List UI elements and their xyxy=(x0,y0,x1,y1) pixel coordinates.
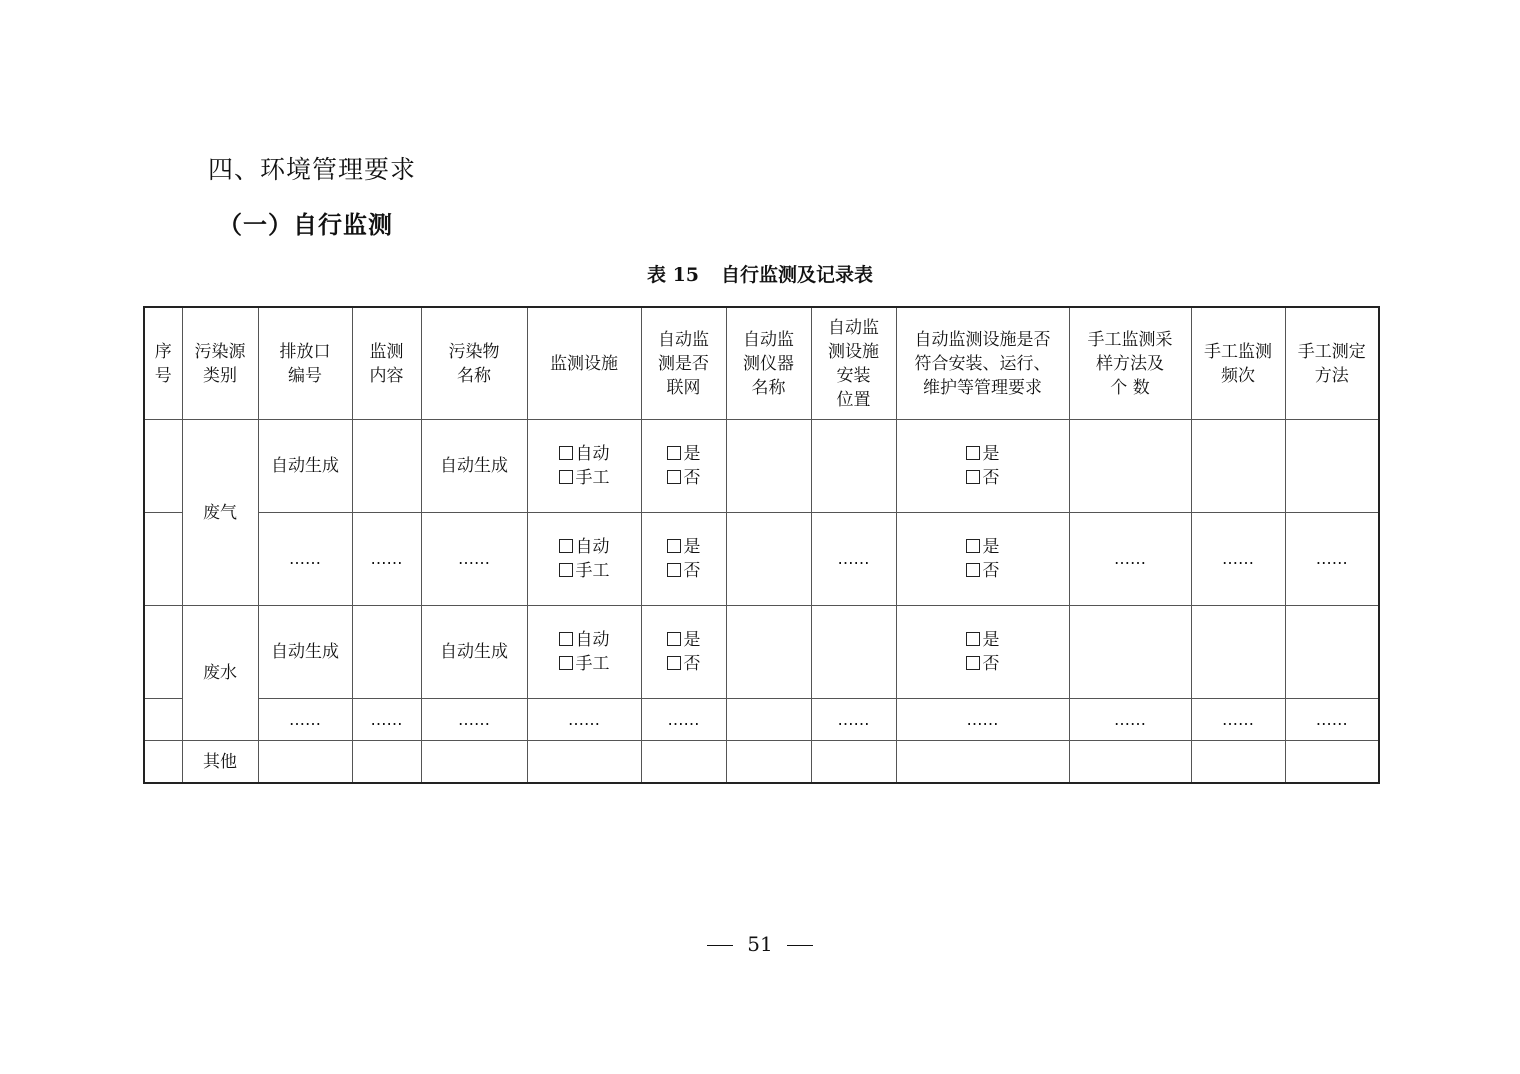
yes-option[interactable]: 是 xyxy=(897,535,1069,559)
empty-cell[interactable] xyxy=(1285,741,1379,784)
empty-cell[interactable] xyxy=(811,741,896,784)
checkbox-icon[interactable] xyxy=(667,656,681,670)
ellipsis-cell: …… xyxy=(352,513,421,606)
manual-frequency-cell[interactable] xyxy=(1191,420,1285,513)
ellipsis-cell: …… xyxy=(1069,699,1191,741)
empty-cell[interactable] xyxy=(1069,741,1191,784)
compliance-options xyxy=(896,420,1069,513)
sampling-method-cell[interactable] xyxy=(1069,606,1191,699)
no-option[interactable]: 否 xyxy=(897,652,1069,676)
monitor-content-cell[interactable] xyxy=(352,606,421,699)
instrument-name-cell[interactable] xyxy=(726,606,811,699)
table-row xyxy=(144,606,1379,699)
header-cell: 自动监测设施是否 符合安装、运行、 维护等管理要求 xyxy=(896,307,1069,420)
pollutant-name-cell: 自动生成 xyxy=(421,420,527,513)
checkbox-icon[interactable] xyxy=(966,470,980,484)
checkbox-icon[interactable] xyxy=(966,446,980,460)
manual-option[interactable]: 手工 xyxy=(528,559,641,583)
footer-dash-right xyxy=(787,945,813,946)
no-option[interactable]: 否 xyxy=(642,559,726,583)
checkbox-icon[interactable] xyxy=(559,446,573,460)
no-option[interactable]: 否 xyxy=(642,466,726,490)
ellipsis-cell: …… xyxy=(1191,699,1285,741)
yes-option[interactable]: 是 xyxy=(642,535,726,559)
empty-cell[interactable] xyxy=(1191,741,1285,784)
ellipsis-cell: …… xyxy=(1285,513,1379,606)
monitor-content-cell[interactable] xyxy=(352,420,421,513)
facility-options xyxy=(527,606,641,699)
sampling-method-cell[interactable] xyxy=(1069,420,1191,513)
header-cell: 监测 内容 xyxy=(352,307,421,420)
instrument-name-cell[interactable] xyxy=(726,513,811,606)
checkbox-icon[interactable] xyxy=(559,563,573,577)
category-cell-other: 其他 xyxy=(182,741,258,784)
ellipsis-cell: …… xyxy=(811,699,896,741)
ellipsis-cell: …… xyxy=(421,513,527,606)
ellipsis-cell: …… xyxy=(641,699,726,741)
empty-cell[interactable] xyxy=(726,741,811,784)
no-option[interactable]: 否 xyxy=(897,559,1069,583)
serial-cell[interactable] xyxy=(144,741,182,784)
ellipsis-cell: …… xyxy=(896,699,1069,741)
networked-options xyxy=(641,606,726,699)
facility-options xyxy=(527,513,641,606)
checkbox-icon[interactable] xyxy=(667,632,681,646)
header-cell: 自动监 测仪器 名称 xyxy=(726,307,811,420)
category-cell-gas: 废气 xyxy=(182,420,258,606)
networked-options xyxy=(641,420,726,513)
header-cell: 手工测定 方法 xyxy=(1285,307,1379,420)
header-cell: 监测设施 xyxy=(527,307,641,420)
empty-cell[interactable] xyxy=(527,741,641,784)
empty-cell[interactable] xyxy=(352,741,421,784)
serial-cell[interactable] xyxy=(144,606,182,699)
header-cell: 自动监 测设施 安装 位置 xyxy=(811,307,896,420)
yes-option[interactable]: 是 xyxy=(642,442,726,466)
header-cell: 序 号 xyxy=(144,307,182,420)
serial-cell[interactable] xyxy=(144,699,182,741)
table-row xyxy=(144,420,1379,513)
yes-option[interactable]: 是 xyxy=(897,628,1069,652)
outlet-id-cell: 自动生成 xyxy=(258,606,352,699)
outlet-id-cell: 自动生成 xyxy=(258,420,352,513)
table-caption-number: 表 15 xyxy=(646,264,700,286)
checkbox-icon[interactable] xyxy=(966,563,980,577)
checkbox-icon[interactable] xyxy=(559,632,573,646)
manual-method-cell[interactable] xyxy=(1285,420,1379,513)
checkbox-icon[interactable] xyxy=(667,539,681,553)
empty-cell[interactable] xyxy=(896,741,1069,784)
header-cell: 污染物 名称 xyxy=(421,307,527,420)
page-number: 51 xyxy=(747,932,773,956)
compliance-options xyxy=(896,513,1069,606)
subsection-heading: （一）自行监测 xyxy=(218,210,393,239)
pollutant-name-cell: 自动生成 xyxy=(421,606,527,699)
checkbox-icon[interactable] xyxy=(559,539,573,553)
compliance-options xyxy=(896,606,1069,699)
serial-cell[interactable] xyxy=(144,513,182,606)
yes-option[interactable]: 是 xyxy=(642,628,726,652)
ellipsis-cell: …… xyxy=(1191,513,1285,606)
checkbox-icon[interactable] xyxy=(966,656,980,670)
table-row xyxy=(144,513,1379,606)
checkbox-icon[interactable] xyxy=(966,539,980,553)
table-caption-title: 自行监测及记录表 xyxy=(721,264,874,286)
auto-option[interactable]: 自动 xyxy=(528,628,641,652)
ellipsis-cell: …… xyxy=(352,699,421,741)
ellipsis-cell: …… xyxy=(258,699,352,741)
yes-option[interactable]: 是 xyxy=(897,442,1069,466)
header-cell: 自动监 测是否 联网 xyxy=(641,307,726,420)
section-heading: 四、环境管理要求 xyxy=(208,155,417,184)
empty-cell[interactable] xyxy=(641,741,726,784)
page-footer xyxy=(0,932,1520,956)
auto-option[interactable]: 自动 xyxy=(528,442,641,466)
empty-cell[interactable] xyxy=(258,741,352,784)
monitoring-record-table xyxy=(143,306,1380,784)
table-caption xyxy=(0,260,1520,287)
category-cell-water: 废水 xyxy=(182,606,258,741)
checkbox-icon[interactable] xyxy=(667,563,681,577)
footer-dash-left xyxy=(707,945,733,946)
ellipsis-cell: …… xyxy=(421,699,527,741)
serial-cell[interactable] xyxy=(144,420,182,513)
ellipsis-cell: …… xyxy=(1285,699,1379,741)
install-location-cell[interactable] xyxy=(811,420,896,513)
checkbox-icon[interactable] xyxy=(559,470,573,484)
networked-options xyxy=(641,513,726,606)
facility-options xyxy=(527,420,641,513)
table-header-row xyxy=(144,307,1379,420)
checkbox-icon[interactable] xyxy=(966,632,980,646)
manual-method-cell[interactable] xyxy=(1285,606,1379,699)
manual-frequency-cell[interactable] xyxy=(1191,606,1285,699)
checkbox-icon[interactable] xyxy=(559,656,573,670)
ellipsis-cell: …… xyxy=(811,513,896,606)
header-cell: 排放口 编号 xyxy=(258,307,352,420)
no-option[interactable]: 否 xyxy=(897,466,1069,490)
header-cell: 手工监测采 样方法及 个 数 xyxy=(1069,307,1191,420)
no-option[interactable]: 否 xyxy=(642,652,726,676)
instrument-name-cell[interactable] xyxy=(726,699,811,741)
instrument-name-cell[interactable] xyxy=(726,420,811,513)
checkbox-icon[interactable] xyxy=(667,446,681,460)
ellipsis-cell: …… xyxy=(527,699,641,741)
empty-cell[interactable] xyxy=(421,741,527,784)
table-row xyxy=(144,699,1379,741)
header-cell: 手工监测 频次 xyxy=(1191,307,1285,420)
manual-option[interactable]: 手工 xyxy=(528,466,641,490)
manual-option[interactable]: 手工 xyxy=(528,652,641,676)
header-cell: 污染源 类别 xyxy=(182,307,258,420)
ellipsis-cell: …… xyxy=(1069,513,1191,606)
install-location-cell[interactable] xyxy=(811,606,896,699)
checkbox-icon[interactable] xyxy=(667,470,681,484)
auto-option[interactable]: 自动 xyxy=(528,535,641,559)
ellipsis-cell: …… xyxy=(258,513,352,606)
table-row xyxy=(144,741,1379,784)
